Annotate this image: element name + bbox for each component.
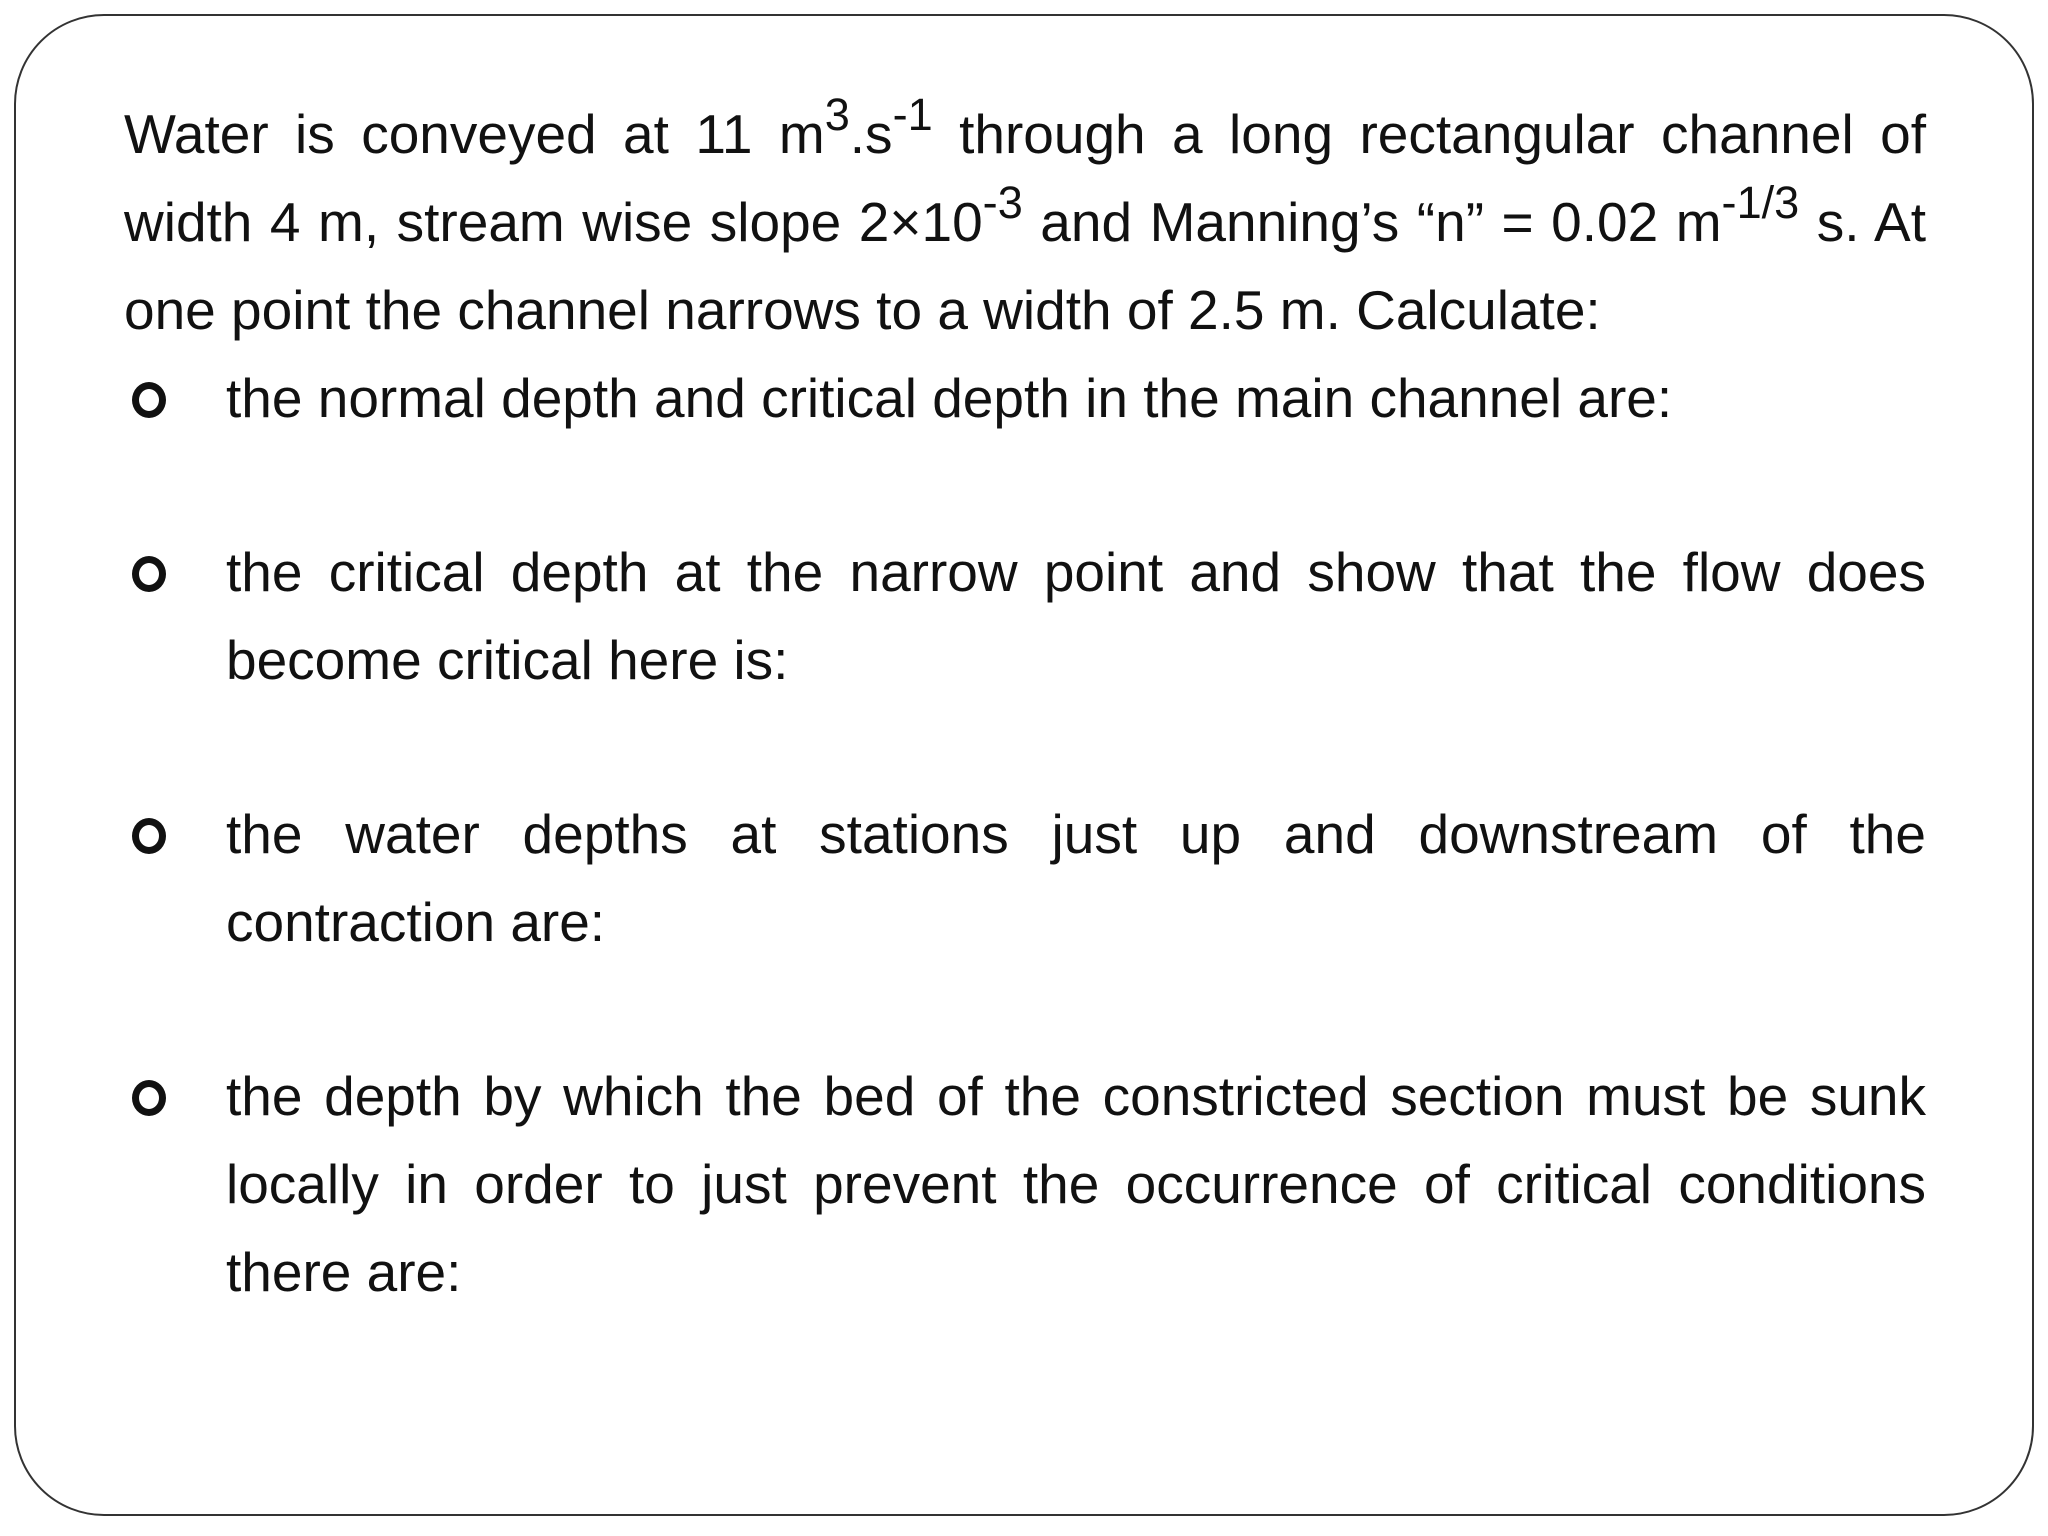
circle-bullet-icon	[132, 818, 166, 854]
superscript: -3	[982, 177, 1023, 229]
statement-text: .s	[849, 103, 893, 165]
circle-bullet-icon	[132, 1080, 166, 1116]
question-text: the critical depth at the narrow point and show that the flow does become critical here is:	[226, 541, 1926, 691]
superscript: 3	[824, 89, 850, 141]
question-item	[124, 528, 1926, 704]
problem-statement	[124, 90, 1926, 354]
circle-bullet-icon	[132, 382, 166, 418]
superscript: -1	[892, 89, 933, 141]
question-item	[124, 790, 1926, 966]
question-text: the normal depth and critical depth in the main channel are:	[226, 367, 1673, 429]
slide-content	[124, 90, 1926, 1316]
question-item	[124, 354, 1926, 442]
question-text: the water depths at stations just up and downstream of the contraction are:	[226, 803, 1926, 953]
question-list	[124, 354, 1926, 1316]
statement-text: s. At one point the channel narrows to a width of 2.5 m. Calculate:	[124, 191, 1926, 341]
question-item	[124, 1052, 1926, 1316]
question-text: the depth by which the bed of the constricted section must be sunk locally in order to just prevent the occurrence of critical conditions there are:	[226, 1065, 1926, 1303]
statement-text: and Manning’s “n” = 0.02 m	[1022, 191, 1722, 253]
statement-text: Water is conveyed at 11 m	[124, 103, 825, 165]
circle-bullet-icon	[132, 556, 166, 592]
statement-text: through a long rectangular channel of width 4 m, stream wise slope 2×10	[124, 103, 1926, 253]
superscript: -1/3	[1721, 177, 1800, 229]
